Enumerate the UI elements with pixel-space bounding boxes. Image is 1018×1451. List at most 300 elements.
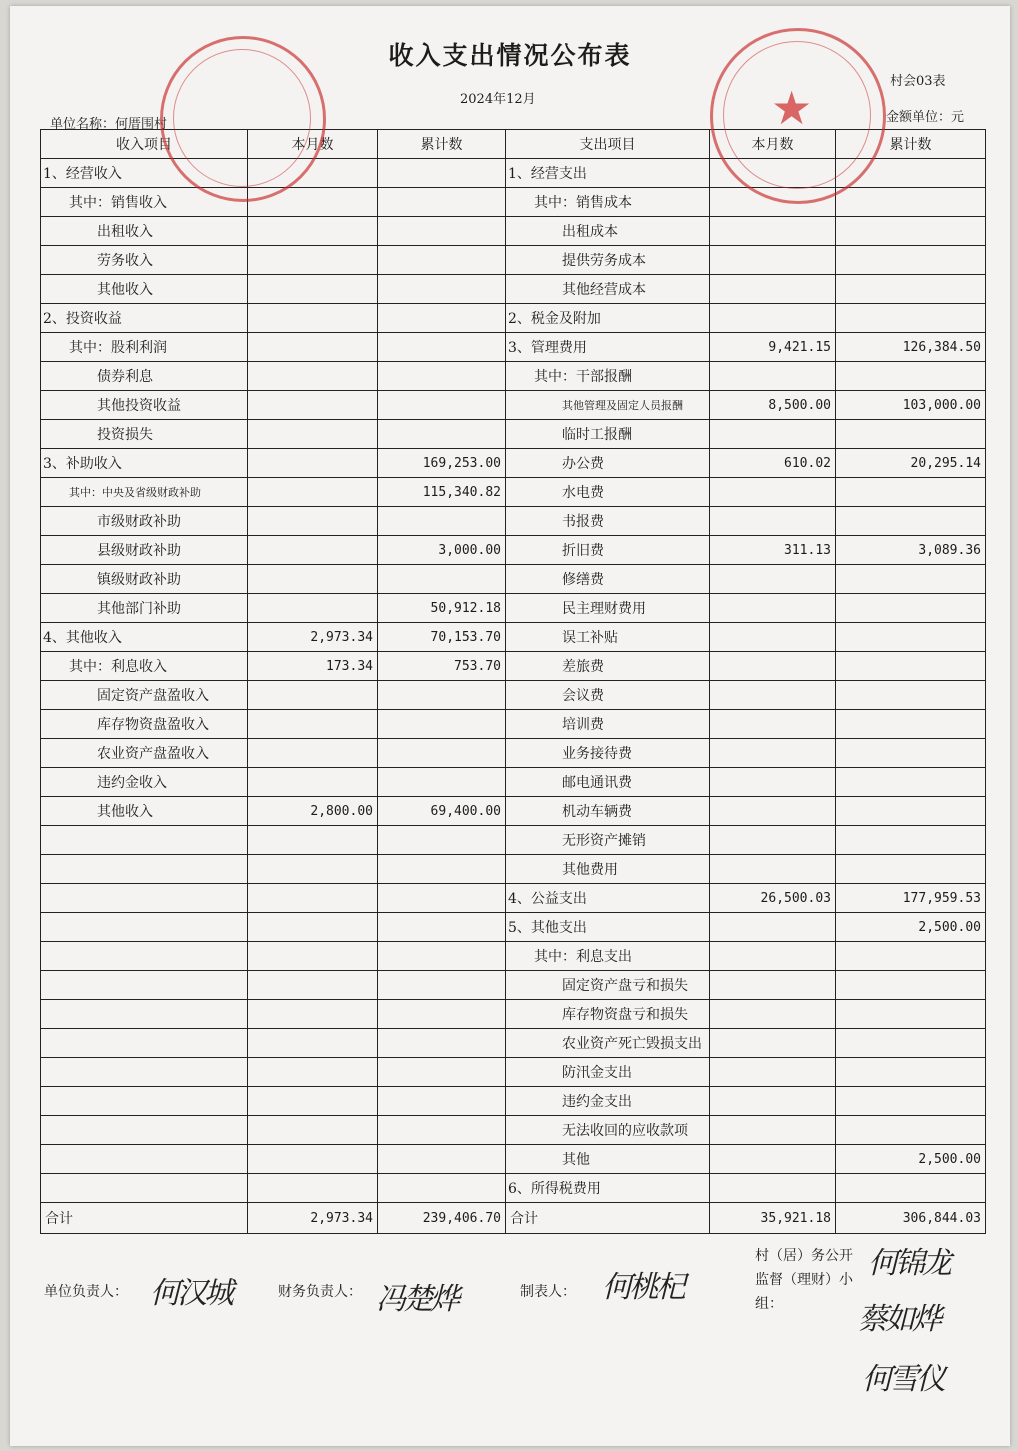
expense-cumulative-value (836, 971, 986, 1000)
expense-row (506, 1029, 986, 1058)
expense-row (506, 1174, 986, 1203)
income-total-label: 合计 (41, 1203, 248, 1234)
expense-row (506, 565, 986, 594)
unit-name-value: 何厝围村 (115, 117, 168, 132)
income-month-value (248, 420, 378, 449)
page-title: 收入支出情况公布表 (388, 41, 632, 70)
form-number: 村会03表 (890, 74, 946, 89)
expense-item-label: 其他费用 (506, 855, 710, 884)
income-row (41, 913, 506, 942)
income-month-value (248, 449, 378, 478)
expense-item-label: 其中：利息支出 (506, 942, 710, 971)
expense-row (506, 855, 986, 884)
income-month-value (248, 391, 378, 420)
income-item-label: 其他收入 (41, 275, 248, 304)
expense-item-label: 3、管理费用 (506, 333, 710, 362)
income-row (41, 826, 506, 855)
income-month-value (248, 217, 378, 246)
income-item-label (41, 1029, 248, 1058)
income-cumulative-value (378, 1029, 506, 1058)
income-row (41, 246, 506, 275)
income-total-row (41, 1203, 506, 1234)
expense-month-value (710, 652, 836, 681)
village-seal-left (160, 36, 326, 202)
income-cumulative-value (378, 681, 506, 710)
income-row (41, 304, 506, 333)
income-row (41, 420, 506, 449)
income-month-value (248, 246, 378, 275)
expense-cumulative-value (836, 1116, 986, 1145)
income-row (41, 1145, 506, 1174)
expense-month-value: 610.02 (710, 449, 836, 478)
expense-cumulative-value: 126,384.50 (836, 333, 986, 362)
expense-cumulative-value (836, 304, 986, 333)
income-item-label: 2、投资收益 (41, 304, 248, 333)
expense-item-label: 书报费 (506, 507, 710, 536)
income-cumulative-value (378, 507, 506, 536)
income-item-label: 镇级财政补助 (41, 565, 248, 594)
income-item-label: 其他投资收益 (41, 391, 248, 420)
expense-month-value (710, 797, 836, 826)
expense-month-value: 8,500.00 (710, 391, 836, 420)
income-month-value (248, 1087, 378, 1116)
income-cumulative-value (378, 826, 506, 855)
income-month-value: 173.34 (248, 652, 378, 681)
expense-total-value: 306,844.03 (836, 1203, 986, 1234)
income-item-label: 库存物资盘盈收入 (41, 710, 248, 739)
expense-cumulative-value (836, 275, 986, 304)
expense-row (506, 536, 986, 565)
income-row (41, 1087, 506, 1116)
income-row (41, 507, 506, 536)
expense-row (506, 652, 986, 681)
income-cumulative-value: 3,000.00 (378, 536, 506, 565)
expense-header-cell: 支出项目 (506, 130, 710, 159)
expense-month-value: 9,421.15 (710, 333, 836, 362)
expense-cumulative-value: 3,089.36 (836, 536, 986, 565)
expense-month-value (710, 246, 836, 275)
income-item-label: 劳务收入 (41, 246, 248, 275)
supervise-signature-3: 何雪仪 (862, 1362, 943, 1397)
expense-row (506, 333, 986, 362)
expense-item-label: 其他 (506, 1145, 710, 1174)
expense-item-label: 固定资产盘亏和损失 (506, 971, 710, 1000)
expense-cumulative-value (836, 594, 986, 623)
expense-cumulative-value: 20,295.14 (836, 449, 986, 478)
income-cumulative-value: 115,340.82 (378, 478, 506, 507)
expense-month-value (710, 1174, 836, 1203)
income-row (41, 333, 506, 362)
income-total-value: 239,406.70 (378, 1203, 506, 1234)
expense-cumulative-value (836, 188, 986, 217)
expense-item-label: 水电费 (506, 478, 710, 507)
expense-row (506, 188, 986, 217)
expense-item-label: 折旧费 (506, 536, 710, 565)
income-row (41, 391, 506, 420)
income-month-value (248, 1145, 378, 1174)
income-row (41, 594, 506, 623)
income-month-value: 2,800.00 (248, 797, 378, 826)
income-row (41, 1174, 506, 1203)
income-cumulative-value (378, 188, 506, 217)
income-item-label (41, 855, 248, 884)
income-header-cell: 本月数 (248, 130, 378, 159)
expense-item-label: 提供劳务成本 (506, 246, 710, 275)
income-row (41, 739, 506, 768)
expense-header-cell: 累计数 (836, 130, 986, 159)
expense-month-value (710, 217, 836, 246)
income-month-value (248, 536, 378, 565)
income-month-value (248, 565, 378, 594)
supervise-signature-1: 何锦龙 (868, 1246, 949, 1281)
income-item-label (41, 1087, 248, 1116)
income-month-value (248, 1116, 378, 1145)
expense-cumulative-value: 2,500.00 (836, 913, 986, 942)
expense-row (506, 1087, 986, 1116)
income-cumulative-value (378, 884, 506, 913)
expense-month-value (710, 565, 836, 594)
expense-month-value (710, 942, 836, 971)
expense-month-value (710, 362, 836, 391)
expense-cumulative-value (836, 362, 986, 391)
income-row (41, 623, 506, 652)
expense-item-label: 4、公益支出 (506, 884, 710, 913)
money-unit: 金额单位：元 (886, 110, 965, 125)
expense-row (506, 768, 986, 797)
income-cumulative-value (378, 217, 506, 246)
income-cumulative-value (378, 391, 506, 420)
expense-cumulative-value (836, 826, 986, 855)
expense-item-label: 无法收回的应收款项 (506, 1116, 710, 1145)
expense-row (506, 594, 986, 623)
income-row (41, 1116, 506, 1145)
expense-item-label: 库存物资盘亏和损失 (506, 1000, 710, 1029)
expense-row (506, 304, 986, 333)
expense-item-label: 2、税金及附加 (506, 304, 710, 333)
income-month-value (248, 710, 378, 739)
unit-head-label: 单位负责人： (44, 1284, 128, 1300)
expense-row (506, 913, 986, 942)
income-cumulative-value (378, 710, 506, 739)
income-month-value (248, 507, 378, 536)
expense-row (506, 942, 986, 971)
expense-month-value (710, 594, 836, 623)
expense-month-value (710, 275, 836, 304)
income-month-value (248, 304, 378, 333)
income-row (41, 1058, 506, 1087)
income-cumulative-value (378, 362, 506, 391)
expense-month-value: 311.13 (710, 536, 836, 565)
seal-inner-ring (173, 49, 311, 187)
expense-month-value (710, 507, 836, 536)
expense-cumulative-value (836, 739, 986, 768)
income-month-value (248, 1058, 378, 1087)
income-cumulative-value (378, 1000, 506, 1029)
expense-item-label: 误工补贴 (506, 623, 710, 652)
expense-cumulative-value (836, 565, 986, 594)
expense-cumulative-value (836, 681, 986, 710)
expense-item-label: 机动车辆费 (506, 797, 710, 826)
income-month-value: 2,973.34 (248, 623, 378, 652)
income-item-label: 农业资产盘盈收入 (41, 739, 248, 768)
expense-row (506, 275, 986, 304)
income-row (41, 681, 506, 710)
expense-month-value: 26,500.03 (710, 884, 836, 913)
income-month-value (248, 884, 378, 913)
seal-star-icon: ★ (771, 81, 813, 135)
income-month-value (248, 855, 378, 884)
expense-cumulative-value (836, 1087, 986, 1116)
income-month-value (248, 768, 378, 797)
expense-item-label: 5、其他支出 (506, 913, 710, 942)
expense-item-label: 办公费 (506, 449, 710, 478)
income-cumulative-value: 753.70 (378, 652, 506, 681)
expense-row (506, 1145, 986, 1174)
expense-total-label: 合计 (506, 1203, 710, 1234)
income-item-label: 债券利息 (41, 362, 248, 391)
income-cumulative-value (378, 1174, 506, 1203)
expense-month-value (710, 1058, 836, 1087)
expense-month-value (710, 1029, 836, 1058)
expense-row (506, 681, 986, 710)
expense-cumulative-value (836, 478, 986, 507)
income-cumulative-value: 69,400.00 (378, 797, 506, 826)
income-row (41, 710, 506, 739)
income-item-label (41, 1000, 248, 1029)
expense-item-label: 其中：干部报酬 (506, 362, 710, 391)
income-row (41, 362, 506, 391)
expense-row (506, 623, 986, 652)
expense-month-value (710, 681, 836, 710)
income-cumulative-value (378, 275, 506, 304)
income-cumulative-value (378, 304, 506, 333)
income-cumulative-value (378, 420, 506, 449)
expense-row (506, 391, 986, 420)
income-header-cell: 收入项目 (41, 130, 248, 159)
expense-item-label: 农业资产死亡毁损支出 (506, 1029, 710, 1058)
expense-cumulative-value (836, 855, 986, 884)
expense-cumulative-value (836, 797, 986, 826)
income-item-label: 其中：销售收入 (41, 188, 248, 217)
income-item-label: 其中：股利利润 (41, 333, 248, 362)
supervise-label: 村（居）务公开监督（理财）小组： (755, 1248, 853, 1312)
income-item-label (41, 826, 248, 855)
income-month-value (248, 739, 378, 768)
income-item-label: 其中：利息收入 (41, 652, 248, 681)
income-item-label: 市级财政补助 (41, 507, 248, 536)
expense-cumulative-value (836, 420, 986, 449)
income-cumulative-value: 169,253.00 (378, 449, 506, 478)
income-item-label: 投资损失 (41, 420, 248, 449)
expense-month-value (710, 768, 836, 797)
expense-cumulative-value (836, 942, 986, 971)
expense-month-value (710, 1000, 836, 1029)
expense-row (506, 826, 986, 855)
expense-month-value (710, 478, 836, 507)
expense-month-value (710, 1116, 836, 1145)
income-cumulative-value (378, 1058, 506, 1087)
expense-row (506, 246, 986, 275)
income-month-value (248, 913, 378, 942)
expense-row (506, 971, 986, 1000)
income-cumulative-value (378, 768, 506, 797)
income-item-label (41, 942, 248, 971)
income-cumulative-value: 70,153.70 (378, 623, 506, 652)
expense-item-label: 1、经营支出 (506, 159, 710, 188)
finance-head-label: 财务负责人： (278, 1284, 362, 1300)
expense-cumulative-value (836, 652, 986, 681)
expense-total-value: 35,921.18 (710, 1203, 836, 1234)
expense-row (506, 797, 986, 826)
income-item-label: 3、补助收入 (41, 449, 248, 478)
income-row (41, 536, 506, 565)
income-month-value (248, 362, 378, 391)
expense-item-label: 其中：销售成本 (506, 188, 710, 217)
income-item-label: 其中：中央及省级财政补助 (41, 478, 248, 507)
expense-row (506, 739, 986, 768)
income-cumulative-value (378, 942, 506, 971)
expense-cumulative-value: 2,500.00 (836, 1145, 986, 1174)
income-item-label: 出租收入 (41, 217, 248, 246)
expense-cumulative-value (836, 217, 986, 246)
expense-cumulative-value (836, 507, 986, 536)
income-row (41, 1000, 506, 1029)
expense-cumulative-value (836, 768, 986, 797)
income-item-label: 固定资产盘盈收入 (41, 681, 248, 710)
expense-month-value (710, 1087, 836, 1116)
expense-cumulative-value: 103,000.00 (836, 391, 986, 420)
expense-row (506, 1000, 986, 1029)
income-month-value (248, 275, 378, 304)
supervise-signature-2: 蔡如烨 (858, 1302, 939, 1337)
report-period: 2024年12月 (460, 92, 536, 107)
income-cumulative-value (378, 913, 506, 942)
income-cumulative-value (378, 1087, 506, 1116)
expense-month-value (710, 623, 836, 652)
income-month-value (248, 942, 378, 971)
income-row (41, 275, 506, 304)
expense-month-value (710, 1145, 836, 1174)
income-month-value (248, 1000, 378, 1029)
income-cumulative-value (378, 246, 506, 275)
income-item-label: 其他收入 (41, 797, 248, 826)
expense-item-label: 防汛金支出 (506, 1058, 710, 1087)
expense-cumulative-value (836, 1058, 986, 1087)
expense-row (506, 420, 986, 449)
income-row (41, 449, 506, 478)
expense-header-cell: 本月数 (710, 130, 836, 159)
income-item-label: 县级财政补助 (41, 536, 248, 565)
income-item-label: 违约金收入 (41, 768, 248, 797)
finance-head-signature: 冯楚烨 (376, 1282, 457, 1317)
preparer-label: 制表人： (520, 1284, 576, 1300)
income-month-value (248, 826, 378, 855)
expense-row (506, 507, 986, 536)
income-item-label (41, 1058, 248, 1087)
expense-row (506, 1058, 986, 1087)
expense-item-label: 其他经营成本 (506, 275, 710, 304)
income-row (41, 855, 506, 884)
income-item-label: 其他部门补助 (41, 594, 248, 623)
income-row (41, 884, 506, 913)
income-row (41, 768, 506, 797)
unit-name-label: 单位名称： (50, 117, 116, 132)
expense-month-value (710, 913, 836, 942)
income-cumulative-value (378, 739, 506, 768)
expense-item-label: 差旅费 (506, 652, 710, 681)
expense-month-value (710, 855, 836, 884)
expense-item-label: 会议费 (506, 681, 710, 710)
income-row (41, 797, 506, 826)
income-item-label: 4、其他收入 (41, 623, 248, 652)
expense-item-label: 6、所得税费用 (506, 1174, 710, 1203)
expense-row (506, 710, 986, 739)
expense-row (506, 1116, 986, 1145)
income-month-value (248, 971, 378, 1000)
income-row (41, 1029, 506, 1058)
preparer-signature: 何桃杞 (602, 1270, 683, 1305)
expense-row (506, 884, 986, 913)
income-item-label (41, 913, 248, 942)
income-row (41, 971, 506, 1000)
expense-item-label: 民主理财费用 (506, 594, 710, 623)
expense-item-label: 其他管理及固定人员报酬 (506, 391, 710, 420)
expense-row (506, 362, 986, 391)
income-cumulative-value (378, 971, 506, 1000)
income-row (41, 478, 506, 507)
expense-cumulative-value (836, 246, 986, 275)
income-item-label (41, 1145, 248, 1174)
income-cumulative-value (378, 159, 506, 188)
income-month-value (248, 1029, 378, 1058)
expense-month-value (710, 420, 836, 449)
income-row (41, 942, 506, 971)
income-row (41, 217, 506, 246)
income-cumulative-value (378, 1145, 506, 1174)
income-item-label (41, 1116, 248, 1145)
expense-month-value (710, 739, 836, 768)
income-cumulative-value (378, 855, 506, 884)
income-month-value (248, 1174, 378, 1203)
income-month-value (248, 594, 378, 623)
expense-month-value (710, 710, 836, 739)
income-header-cell: 累计数 (378, 130, 506, 159)
expense-cumulative-value (836, 623, 986, 652)
village-seal-right (710, 28, 886, 204)
income-item-label (41, 971, 248, 1000)
expense-table (505, 129, 986, 1234)
expense-item-label: 邮电通讯费 (506, 768, 710, 797)
expense-month-value (710, 971, 836, 1000)
income-month-value (248, 333, 378, 362)
expense-cumulative-value (836, 1174, 986, 1203)
income-cumulative-value: 50,912.18 (378, 594, 506, 623)
expense-item-label: 修缮费 (506, 565, 710, 594)
expense-item-label: 临时工报酬 (506, 420, 710, 449)
expense-cumulative-value (836, 1029, 986, 1058)
expense-item-label: 违约金支出 (506, 1087, 710, 1116)
income-row (41, 565, 506, 594)
document-sheet (10, 6, 1010, 1446)
income-item-label: 1、经营收入 (41, 159, 248, 188)
income-row (41, 652, 506, 681)
income-cumulative-value (378, 1116, 506, 1145)
expense-total-row (506, 1203, 986, 1234)
income-cumulative-value (378, 333, 506, 362)
income-total-value: 2,973.34 (248, 1203, 378, 1234)
expense-item-label: 出租成本 (506, 217, 710, 246)
expense-item-label: 无形资产摊销 (506, 826, 710, 855)
